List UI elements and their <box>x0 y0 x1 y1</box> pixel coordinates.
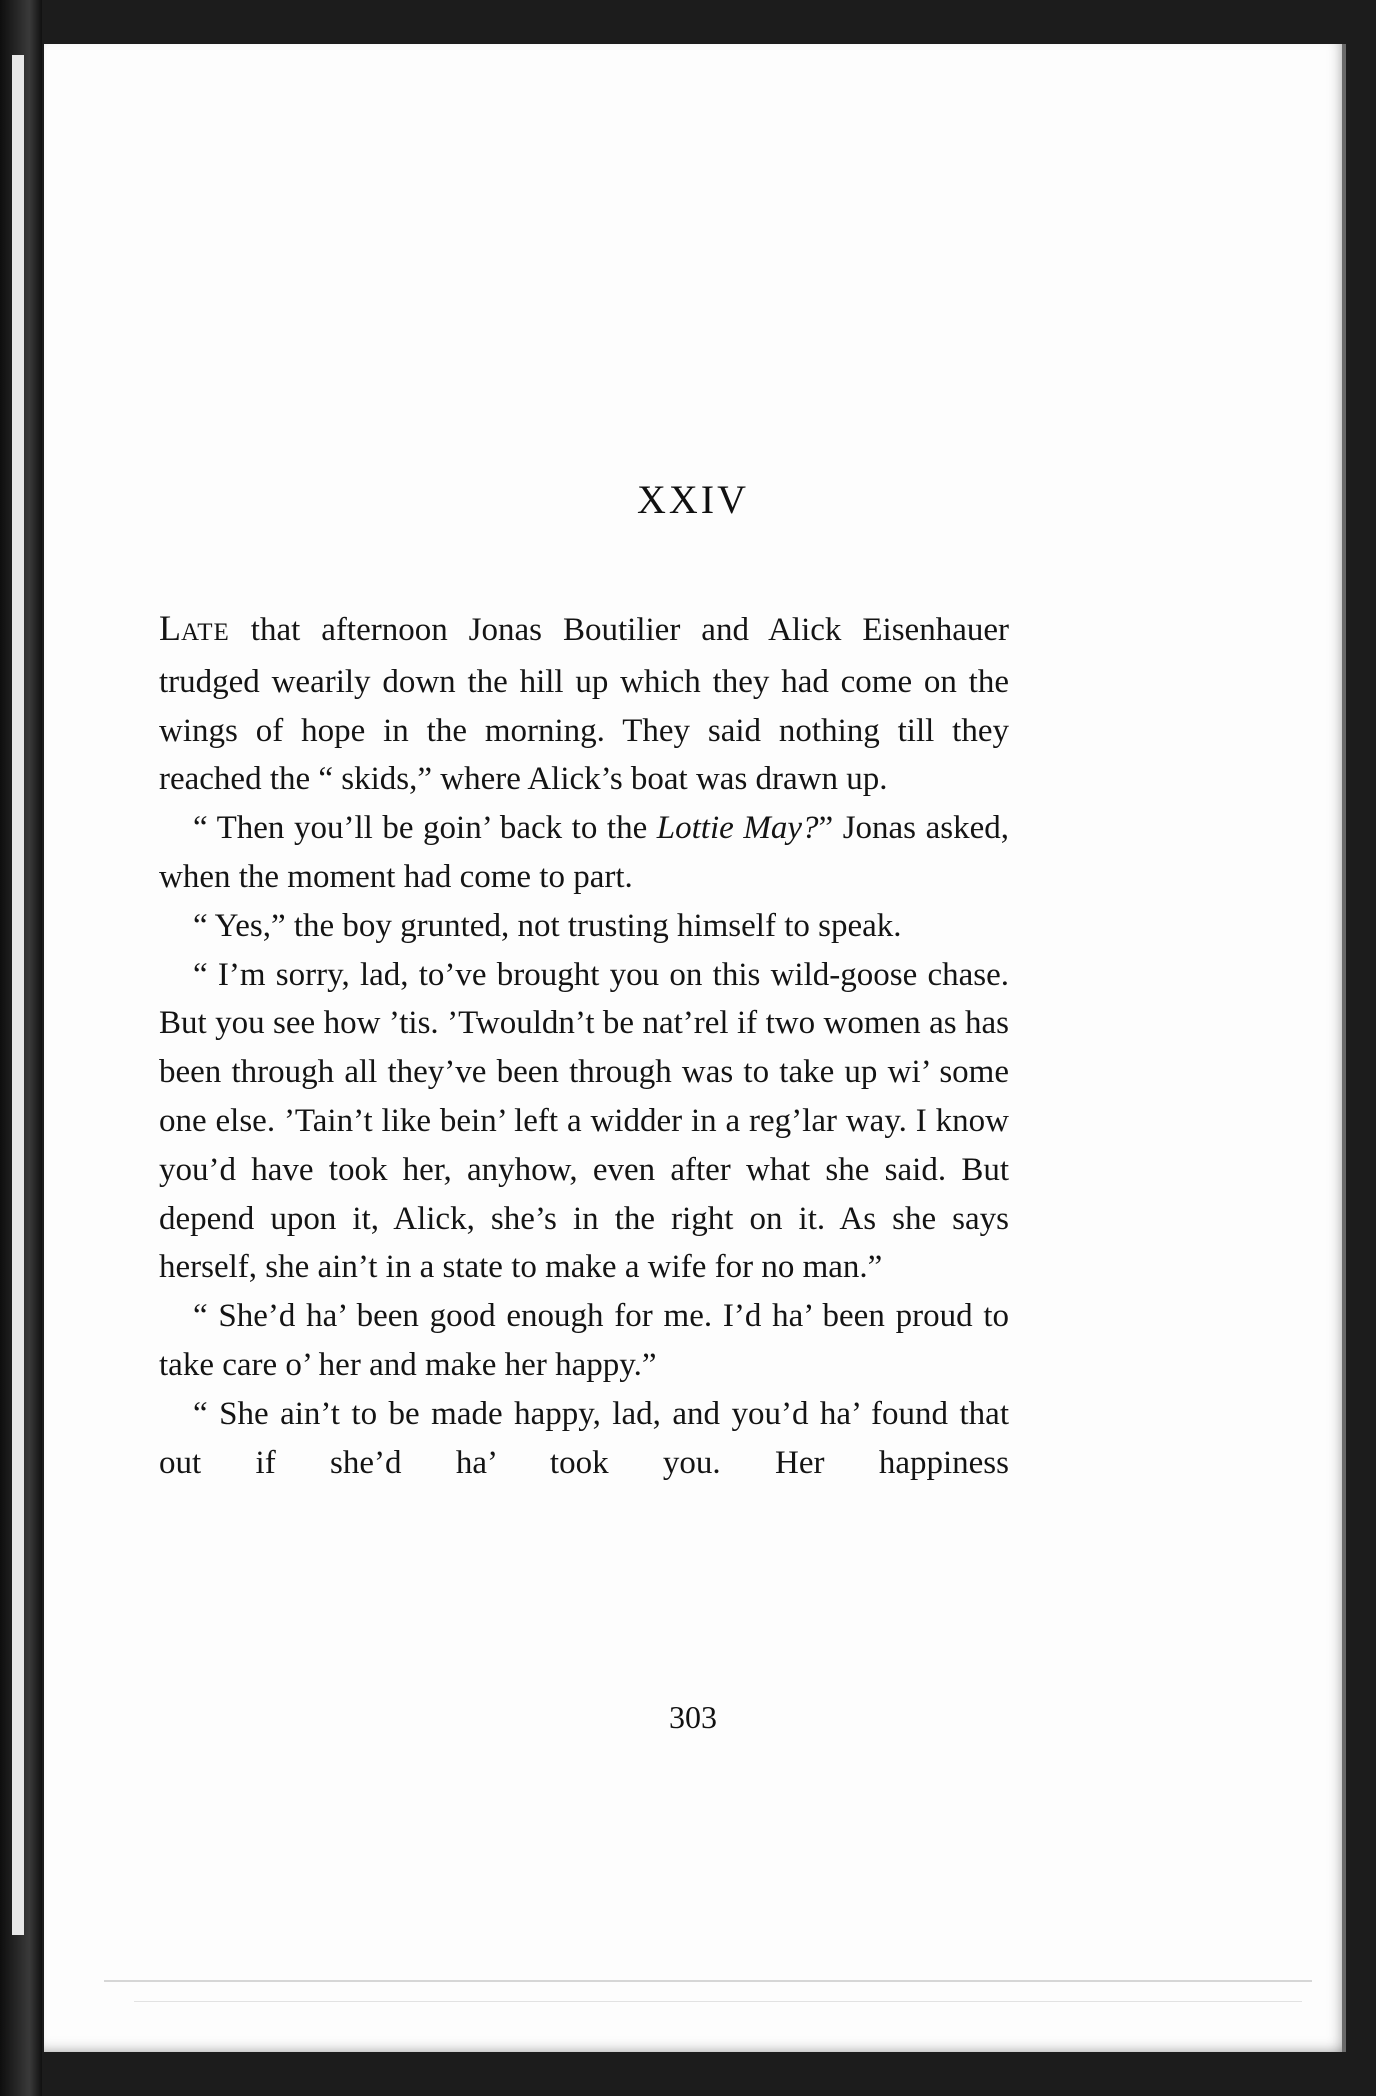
page-edge-line <box>104 1980 1312 1982</box>
ship-name: Lottie May? <box>656 810 819 847</box>
paragraph-2 <box>159 804 1009 902</box>
paragraph-1 <box>159 604 1009 804</box>
page-number: 303 <box>669 1699 717 1735</box>
page-edge-line-inner <box>134 2001 1302 2002</box>
chapter-heading: XXIV <box>637 477 749 522</box>
opening-initial: L <box>159 608 181 648</box>
paragraph-1-text: that afternoon Jonas Boutilier and Alick Eisenhauer trudged wearily down the hill up which they had come on the wings of hope in the morning. They said nothing till they reached the “ skids,” where Alick’s boat was drawn up. <box>159 612 1009 798</box>
body-text <box>159 604 1009 1487</box>
paragraph-6: “ She ain’t to be made happy, lad, and you’d ha’ found that out if she’d ha’ took you. Her happiness <box>159 1395 1009 1481</box>
book-page <box>44 44 1346 2052</box>
paragraph-2-tail: ” Jonas asked, when the moment had come to part. <box>159 810 1009 895</box>
paragraph-3: “ Yes,” the boy grunted, not trusting himself to speak. <box>193 907 902 944</box>
paragraph-4: “ I’m sorry, lad, to’ve brought you on this wild-goose chase. But you see how ’tis. ’Twouldn’t be nat’rel if two women as has been through all they’ve been through was to take up wi’ some one else. ’Tain’t like bein’ left a widder in a reg’lar way. I know you’d have took her, anyhow, even after what she said. But depend upon it, Alick, she’s in the right on it. As she says herself, she ain’t in a state to make a wife for no man.” <box>159 956 1009 1286</box>
adjacent-page-edge <box>12 55 24 1935</box>
paragraph-2-text: “ Then you’ll be goin’ back to the <box>193 810 657 847</box>
opening-small-caps: ATE <box>181 619 230 646</box>
paragraph-5: “ She’d ha’ been good enough for me. I’d ha’ been proud to take care o’ her and make her happy.” <box>159 1298 1009 1383</box>
